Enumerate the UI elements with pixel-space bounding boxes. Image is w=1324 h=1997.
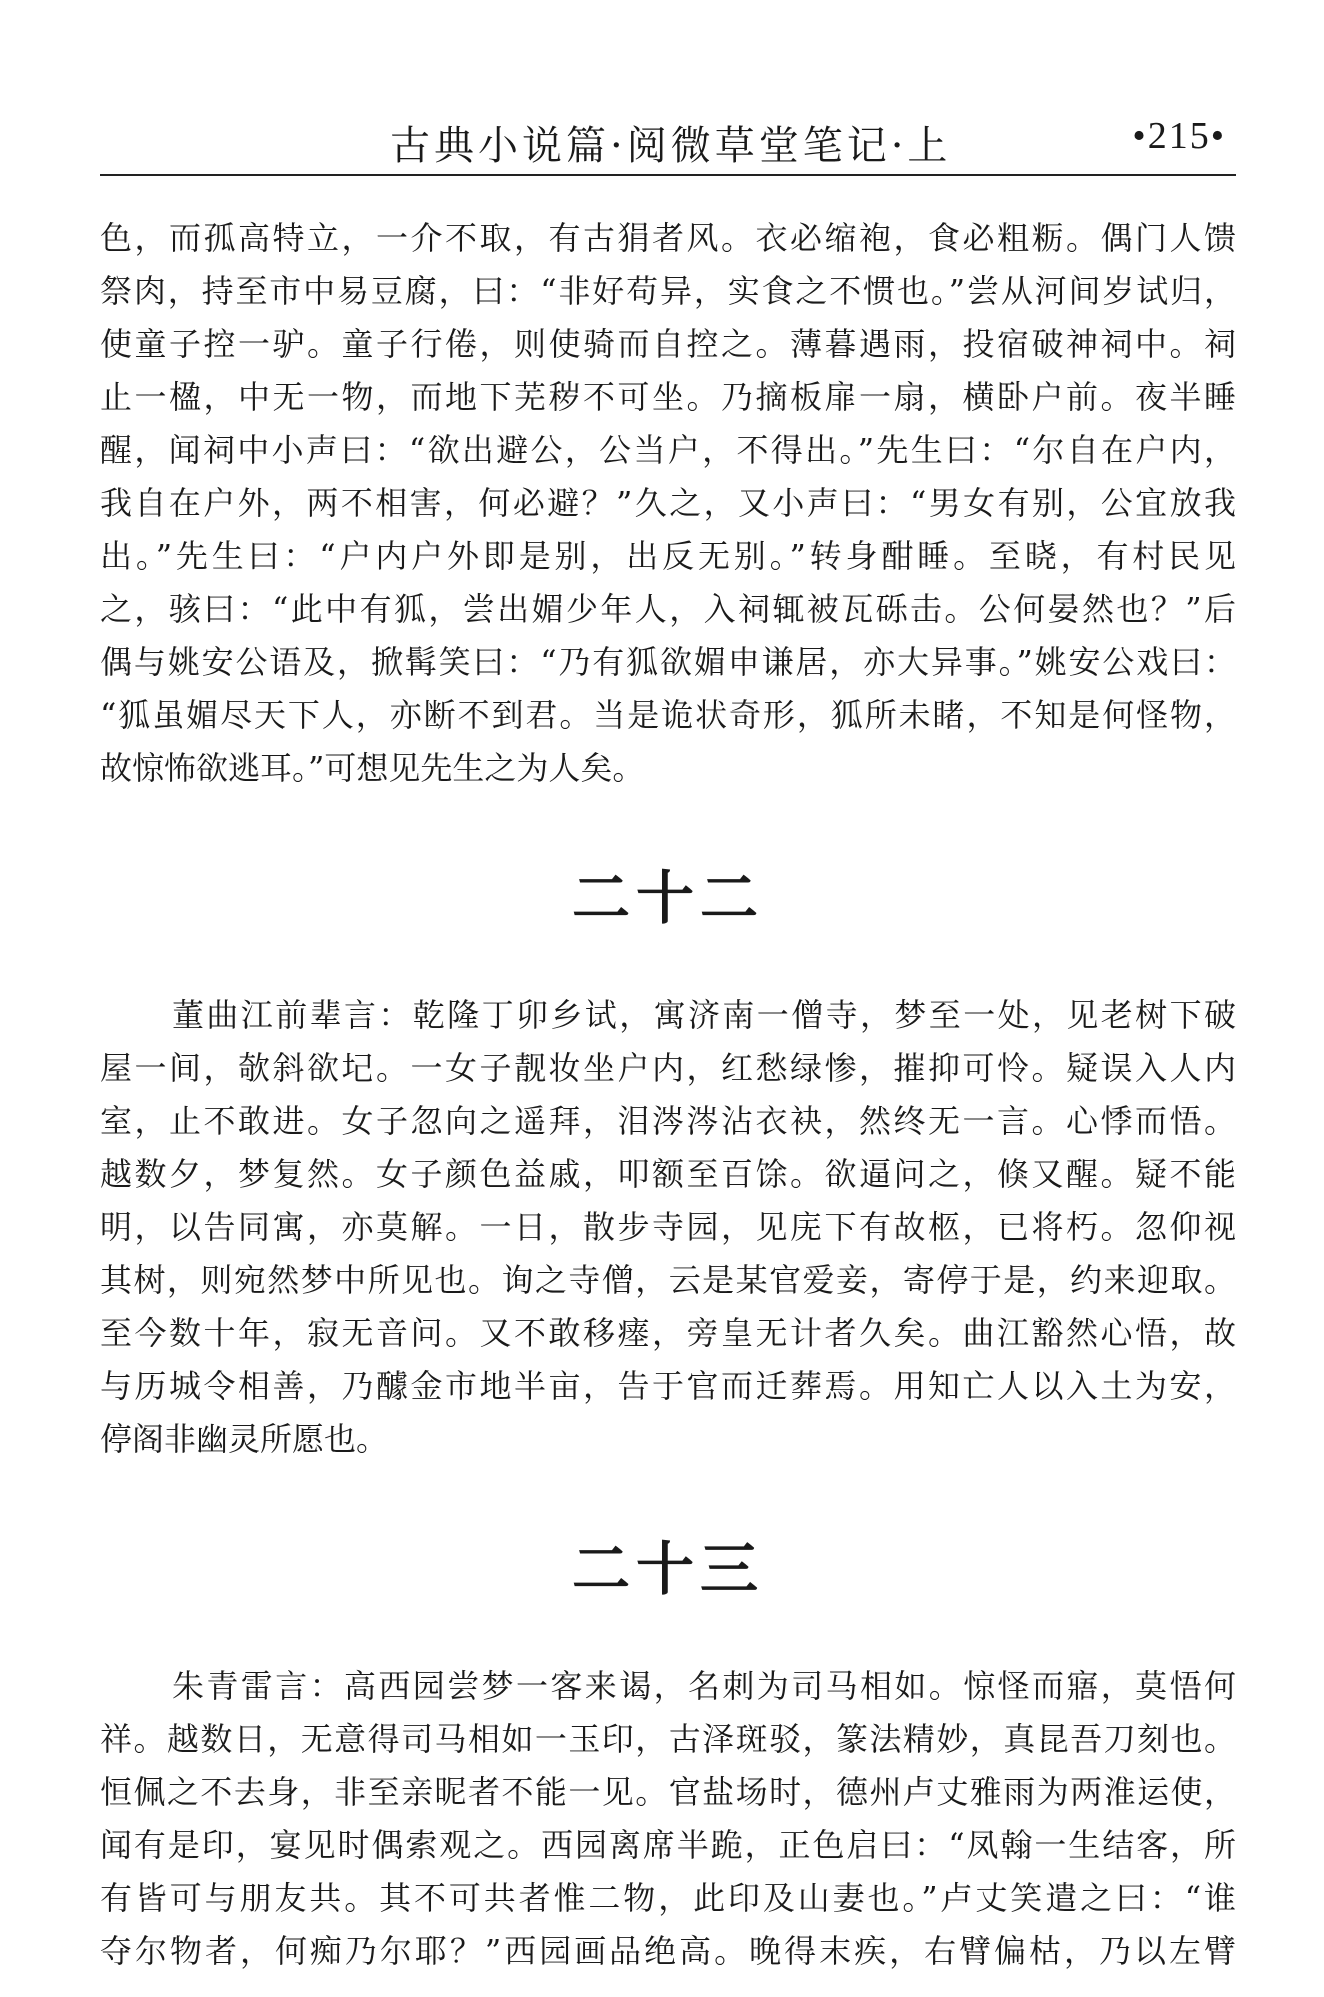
text-line: 至今数十年，寂无音问。又不敢移瘗，旁皇无计者久矣。曲江豁然心悟，故 [100,1314,1236,1352]
text-line: 明，以告同寓，亦莫解。一日，散步寺园，见庑下有故柩，已将朽。忽仰视 [100,1208,1236,1246]
text-line: 醒，闻祠中小声曰：“欲出避公，公当户，不得出。”先生曰：“尔自在户内， [100,431,1236,469]
text-line: 屋一间，欹斜欲圮。一女子靓妆坐户内，红愁绿惨，摧抑可怜。疑误入人内 [100,1049,1236,1087]
text-line: 朱青雷言：高西园尝梦一客来谒，名刺为司马相如。惊怪而寤，莫悟何 [172,1667,1236,1705]
section-heading: 二十二 [571,864,764,932]
text-line: “狐虽媚尽天下人，亦断不到君。当是诡状奇形，狐所未睹，不知是何怪物， [100,696,1236,734]
text-line: 我自在户外，两不相害，何必避？”久之，又小声曰：“男女有别，公宜放我 [100,484,1236,522]
text-line: 之，骇曰：“此中有狐，尝出媚少年人，入祠辄被瓦砾击。公何晏然也？”后 [100,590,1236,628]
text-line: 室，止不敢进。女子忽向之遥拜，泪涔涔沾衣袂，然终无一言。心悸而悟。 [100,1102,1236,1140]
running-header [100,96,1236,176]
paragraph [100,989,1236,1466]
text-line: 越数夕，梦复然。女子颜色益戚，叩额至百馀。欲逼问之，倏又醒。疑不能 [100,1155,1236,1193]
text-line: 恒佩之不去身，非至亲昵者不能一见。官盐场时，德州卢丈雅雨为两淮运使， [100,1773,1236,1811]
text-line: 停阁非幽灵所愿也。 [100,1420,389,1458]
text-line: 色，而孤高特立，一介不取，有古狷者风。衣必缩袍，食必粗粝。偶门人馈 [100,219,1236,257]
paragraph-continued [100,212,1236,795]
text-line: 出。”先生曰：“户内户外即是别，出反无别。”转身酣睡。至晓，有村民见 [100,537,1236,575]
paragraph [100,1660,1236,1978]
text-line: 故惊怖欲逃耳。”可想见先生之为人矣。 [100,749,645,787]
text-line: 祥。越数日，无意得司马相如一玉印，古泽斑驳，篆法精妙，真昆吾刀刻也。 [100,1720,1236,1758]
text-line: 使童子控一驴。童子行倦，则使骑而自控之。薄暮遇雨，投宿破神祠中。祠 [100,325,1236,363]
text-line: 偶与姚安公语及，掀髯笑曰：“乃有狐欲媚申谦居，亦大异事。”姚安公戏曰： [100,643,1236,681]
text-line: 止一楹，中无一物，而地下芜秽不可坐。乃摘板扉一扇，横卧户前。夜半睡 [100,378,1236,416]
text-line: 闻有是印，宴见时偶索观之。西园离席半跪，正色启曰：“凤翰一生结客，所 [100,1826,1236,1864]
page-number: •215• [1132,115,1226,157]
text-line: 与历城令相善，乃醵金市地半亩，告于官而迁葬焉。用知亡人以入土为安， [100,1367,1236,1405]
page-body [100,212,1236,1978]
text-line: 董曲江前辈言：乾隆丁卯乡试，寓济南一僧寺，梦至一处，见老树下破 [172,996,1236,1034]
text-line: 夺尔物者，何痴乃尔耶？”西园画品绝高。晚得末疾，右臂偏枯，乃以左臂 [100,1932,1236,1970]
text-line: 有皆可与朋友共。其不可共者惟二物，此印及山妻也。”卢丈笑遣之曰：“谁 [100,1879,1236,1917]
text-line: 其树，则宛然梦中所见也。询之寺僧，云是某官爱妾，寄停于是，约来迎取。 [100,1261,1236,1299]
section-heading: 二十三 [571,1535,764,1603]
text-line: 祭肉，持至市中易豆腐，曰：“非好苟异，实食之不惯也。”尝从河间岁试归， [100,272,1236,310]
running-title: 古典小说篇·阅微草堂笔记·上 [390,123,952,169]
